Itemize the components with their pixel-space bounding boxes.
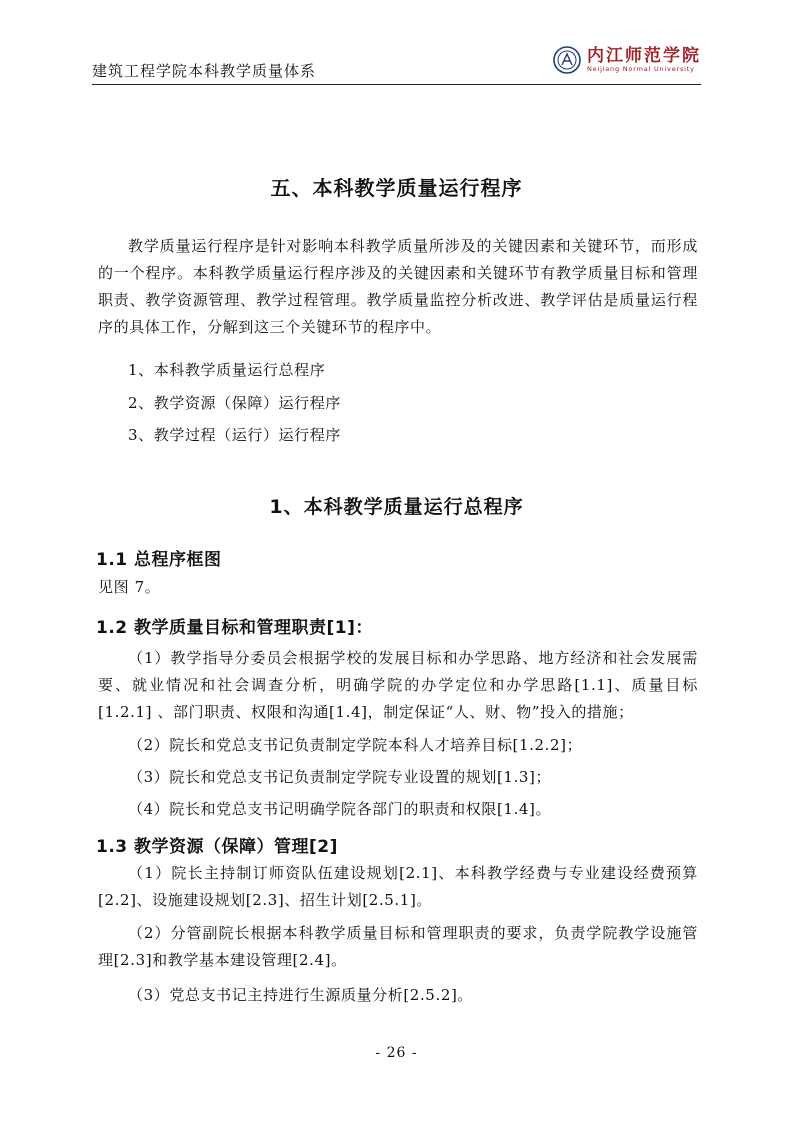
section-1-1-heading: 1.1 总程序框图 <box>96 550 222 570</box>
section-1-2-item: （2）院长和党总支书记负责制定学院本科人才培养目标[1.2.2]； <box>128 736 583 754</box>
university-seal-icon <box>553 46 581 74</box>
page-number: - 26 - <box>375 1045 418 1061</box>
section-1-2-paragraph: （1）教学指导分委员会根据学校的发展目标和办学思路、地方经济和社会发展需要、就业情况和社会调查分析，明确学院的办学定位和办学思路[1.1]、质量目标[1.2.1] 、部门职责、权限和沟通[1.4]，制定保证“人、财、物”投入的措施； <box>98 649 698 721</box>
list-item: 2、教学资源（保障）运行程序 <box>128 394 341 412</box>
section-1-3-paragraph: （1）院长主持制订师资队伍建设规划[2.1]、本科教学经费与专业建设经费预算[2.2]、设施建设规划[2.3]、招生计划[2.5.1]。 <box>98 864 698 909</box>
header-divider <box>92 84 701 85</box>
header-title: 建筑工程学院本科教学质量体系 <box>92 62 317 80</box>
intro-paragraph: 教学质量运行程序是针对影响本科教学质量所涉及的关键因素和关键环节，而形成的一个程序。本科教学质量运行程序涉及的关键因素和关键环节有教学质量目标和管理职责、教学资源管理、教学过程管理。教学质量监控分析改进、教学评估是质量运行程序的具体工作，分解到这三个关键环节的程序中。 <box>98 237 698 336</box>
section-1-3-item: （3）党总支书记主持进行生源质量分析[2.5.2]。 <box>128 986 474 1004</box>
page-header <box>92 40 701 80</box>
list-item: 1、本科教学质量运行总程序 <box>128 361 326 379</box>
logo-chinese-name: 内江师范学院 <box>587 46 701 66</box>
logo-english-name: Neijiang Normal University <box>587 65 695 73</box>
chapter-title: 五、本科教学质量运行程序 <box>270 176 523 200</box>
university-logo <box>553 43 701 77</box>
section-1-1-text: 见图 7。 <box>98 578 161 596</box>
section-1-2-item: （3）院长和党总支书记负责制定学院专业设置的规划[1.3]； <box>128 768 552 786</box>
section-1-2-heading: 1.2 教学质量目标和管理职责[1]： <box>96 618 373 638</box>
section-title: 1、本科教学质量运行总程序 <box>269 496 524 518</box>
section-1-3-heading: 1.3 教学资源（保障）管理[2] <box>96 837 338 857</box>
list-item: 3、教学过程（运行）运行程序 <box>128 426 341 444</box>
section-1-3-paragraph: （2）分管副院长根据本科教学质量目标和管理职责的要求，负责学院教学设施管理[2.3]和教学基本建设管理[2.4]。 <box>98 924 698 969</box>
section-1-2-item: （4）院长和党总支书记明确学院各部门的职责和权限[1.4]。 <box>128 800 552 818</box>
